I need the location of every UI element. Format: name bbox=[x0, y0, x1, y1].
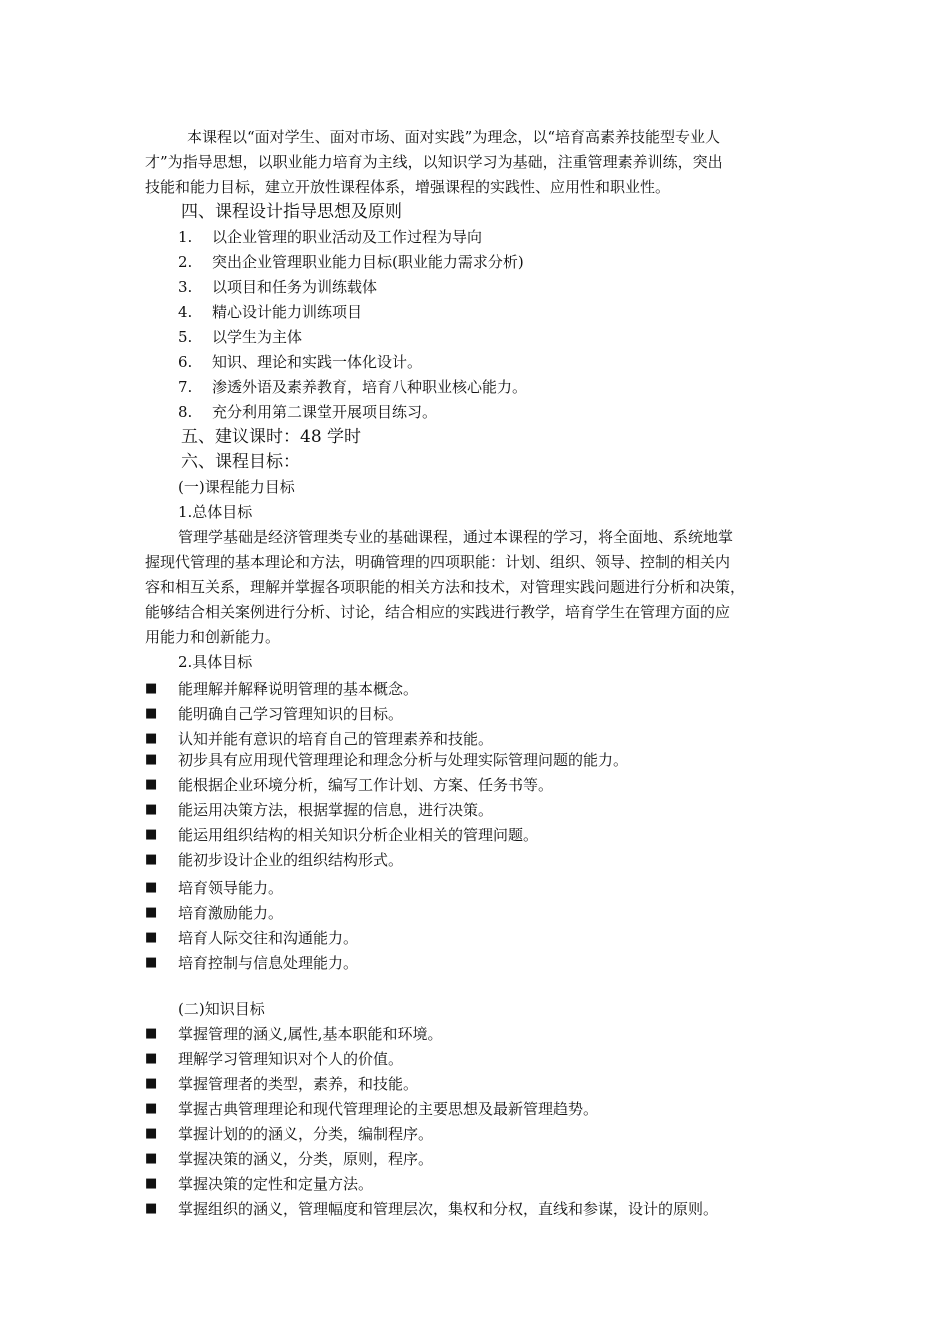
list-item: 培育控制与信息处理能力。 bbox=[178, 954, 359, 972]
list-item: 认知并能有意识的培育自己的管理素养和技能。 bbox=[178, 730, 494, 748]
bullet-icon: ■ bbox=[145, 827, 158, 842]
list-item: 掌握计划的的涵义，分类，编制程序。 bbox=[178, 1125, 434, 1143]
list-item: 能运用组织结构的相关知识分析企业相关的管理问题。 bbox=[178, 826, 539, 844]
bullet-icon: ■ bbox=[145, 731, 158, 746]
paragraph-line: 管理学基础是经济管理类专业的基础课程，通过本课程的学习，将全面地、系统地掌 bbox=[178, 528, 734, 546]
bullet-icon: ■ bbox=[145, 1026, 158, 1041]
bullet-icon: ■ bbox=[145, 955, 158, 970]
list-item: 掌握组织的涵义，管理幅度和管理层次，集权和分权，直线和参谋，设计的原则。 bbox=[178, 1200, 719, 1218]
subsection-label: 2.具体目标 bbox=[178, 653, 253, 671]
paragraph-line: 握现代管理的基本理论和方法，明确管理的四项职能：计划、组织、领导、控制的相关内 bbox=[145, 553, 731, 571]
bullet-icon: ■ bbox=[145, 852, 158, 867]
bullet-icon: ■ bbox=[145, 1151, 158, 1166]
list-item: 能初步设计企业的组织结构形式。 bbox=[178, 851, 404, 869]
list-item: 能根据企业环境分析，编写工作计划、方案、任务书等。 bbox=[178, 776, 554, 794]
list-item: 5. 以学生为主体 bbox=[178, 328, 303, 346]
bullet-icon: ■ bbox=[145, 777, 158, 792]
paragraph-line: 能够结合相关案例进行分析、讨论，结合相应的实践进行教学，培育学生在管理方面的应 bbox=[145, 603, 731, 621]
list-item: 掌握管理者的类型，素养，和技能。 bbox=[178, 1075, 419, 1093]
list-item: 培育人际交往和沟通能力。 bbox=[178, 929, 359, 947]
bullet-icon: ■ bbox=[145, 802, 158, 817]
list-item: 掌握决策的涵义，分类，原则，程序。 bbox=[178, 1150, 434, 1168]
list-item: 掌握决策的定性和定量方法。 bbox=[178, 1175, 374, 1193]
bullet-icon: ■ bbox=[145, 1051, 158, 1066]
bullet-icon: ■ bbox=[145, 905, 158, 920]
section-heading: 四、课程设计指导思想及原则 bbox=[181, 202, 402, 222]
list-item: 理解学习管理知识对个人的价值。 bbox=[178, 1050, 404, 1068]
bullet-icon: ■ bbox=[145, 706, 158, 721]
subsection-heading: (一)课程能力目标 bbox=[178, 478, 295, 496]
bullet-icon: ■ bbox=[145, 1076, 158, 1091]
intro-line: 本课程以“面对学生、面对市场、面对实践”为理念，以“培育高素养技能型专业人 bbox=[187, 128, 721, 146]
list-item: 7. 渗透外语及素养教育，培育八种职业核心能力。 bbox=[178, 378, 528, 396]
list-item: 初步具有应用现代管理理论和理念分析与处理实际管理问题的能力。 bbox=[178, 751, 629, 769]
bullet-icon: ■ bbox=[145, 1176, 158, 1191]
paragraph-line: 用能力和创新能力。 bbox=[145, 628, 281, 646]
section-heading: 五、建议课时：48 学时 bbox=[181, 427, 362, 447]
paragraph-line: 容和相互关系，理解并掌握各项职能的相关方法和技术，对管理实践问题进行分析和决策， bbox=[145, 578, 746, 596]
list-item: 培育激励能力。 bbox=[178, 904, 284, 922]
bullet-icon: ■ bbox=[145, 681, 158, 696]
list-item: 掌握管理的涵义,属性,基本职能和环境。 bbox=[178, 1025, 443, 1043]
list-item: 能明确自己学习管理知识的目标。 bbox=[178, 705, 404, 723]
bullet-icon: ■ bbox=[145, 1101, 158, 1116]
bullet-icon: ■ bbox=[145, 1201, 158, 1216]
list-item: 3. 以项目和任务为训练载体 bbox=[178, 278, 378, 296]
intro-line: 才”为指导思想，以职业能力培育为主线，以知识学习为基础，注重管理素养训练，突出 bbox=[145, 153, 723, 171]
bullet-icon: ■ bbox=[145, 1126, 158, 1141]
subsection-label: 1.总体目标 bbox=[178, 503, 253, 521]
list-item: 1. 以企业管理的职业活动及工作过程为导向 bbox=[178, 228, 483, 246]
list-item: 能运用决策方法，根据掌握的信息，进行决策。 bbox=[178, 801, 494, 819]
intro-line: 技能和能力目标，建立开放性课程体系，增强课程的实践性、应用性和职业性。 bbox=[145, 178, 671, 196]
section-heading: 六、课程目标： bbox=[181, 452, 300, 472]
list-item: 培育领导能力。 bbox=[178, 879, 284, 897]
bullet-icon: ■ bbox=[145, 752, 158, 767]
list-item: 能理解并解释说明管理的基本概念。 bbox=[178, 680, 419, 698]
list-item: 6. 知识、理论和实践一体化设计。 bbox=[178, 353, 423, 371]
list-item: 掌握古典管理理论和现代管理理论的主要思想及最新管理趋势。 bbox=[178, 1100, 599, 1118]
bullet-icon: ■ bbox=[145, 880, 158, 895]
list-item: 2. 突出企业管理职业能力目标(职业能力需求分析) bbox=[178, 253, 524, 271]
list-item: 8. 充分利用第二课堂开展项目练习。 bbox=[178, 403, 438, 421]
subsection-heading: (二)知识目标 bbox=[178, 1000, 265, 1018]
list-item: 4. 精心设计能力训练项目 bbox=[178, 303, 363, 321]
bullet-icon: ■ bbox=[145, 930, 158, 945]
